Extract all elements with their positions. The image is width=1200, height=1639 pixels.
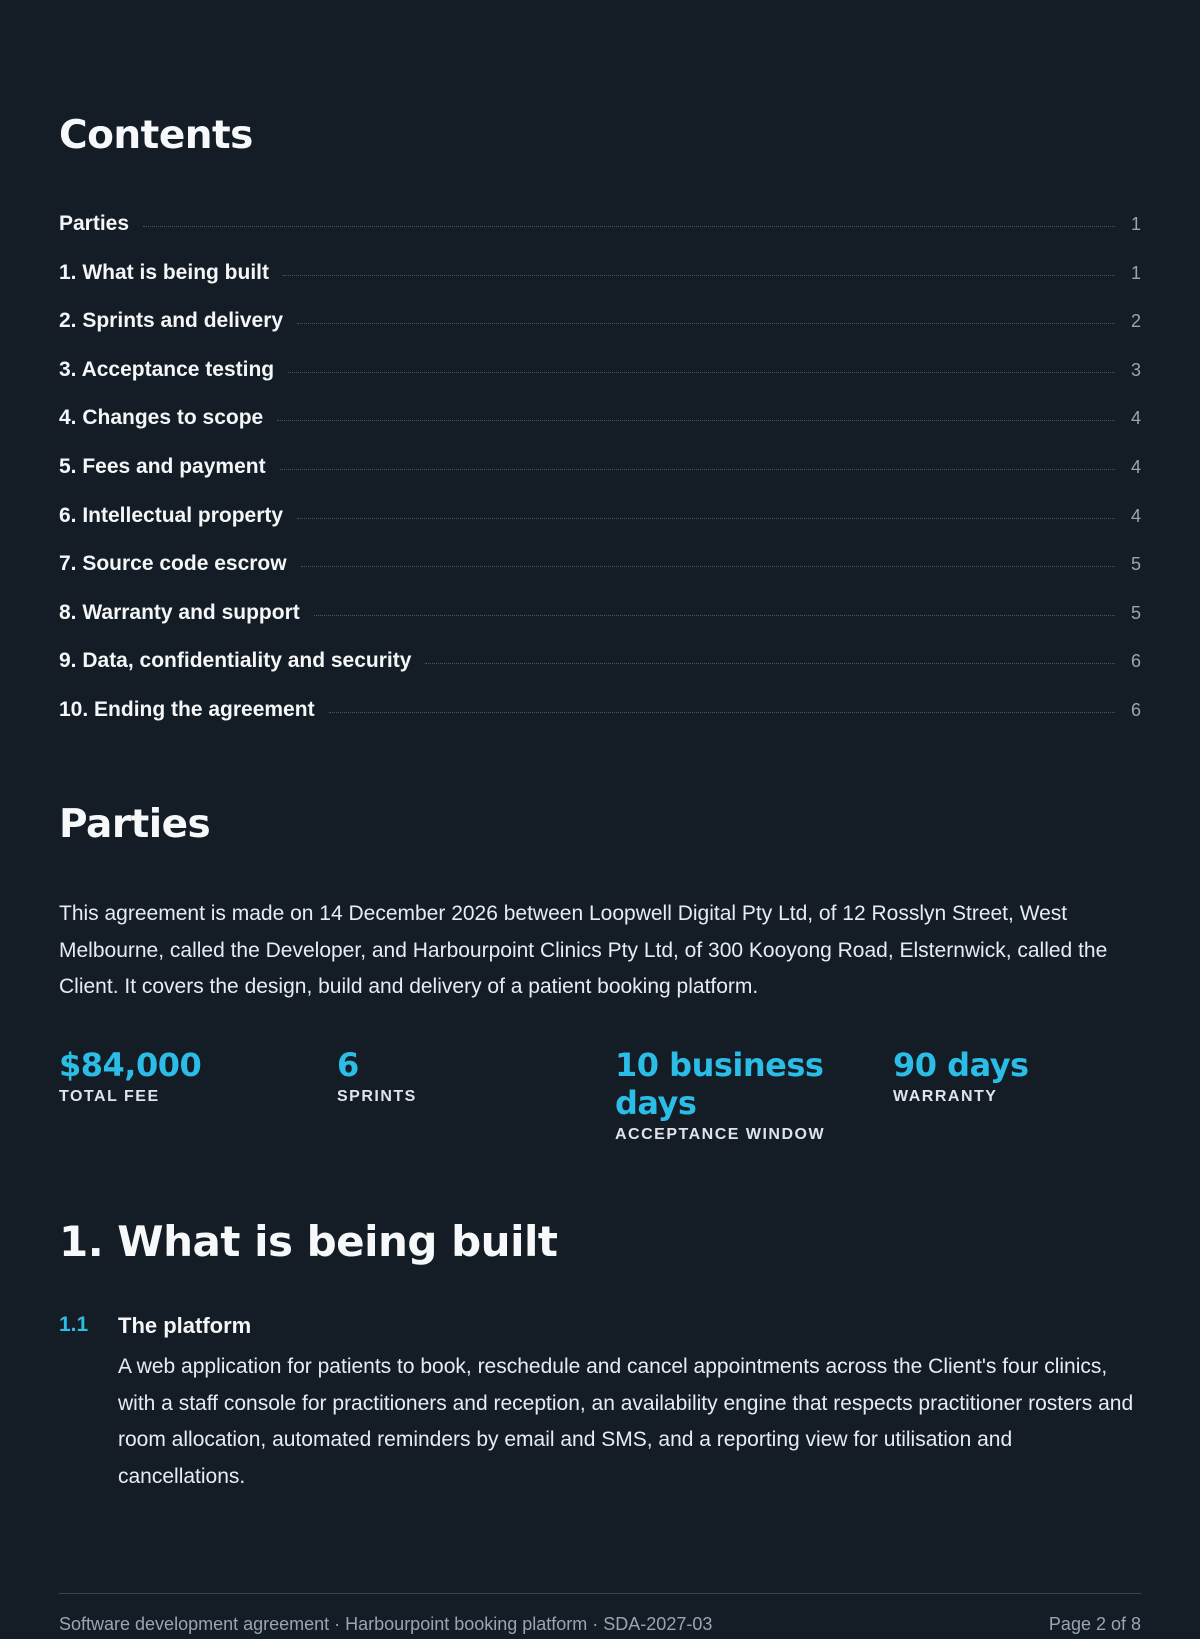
toc-leader-dots xyxy=(143,226,1115,227)
toc-item-page: 5 xyxy=(1130,602,1141,623)
toc-item[interactable] xyxy=(59,649,1141,698)
toc-leader-dots xyxy=(288,372,1115,373)
toc-item[interactable] xyxy=(59,309,1141,358)
toc-item-page: 5 xyxy=(1130,554,1141,575)
toc-item-page: 1 xyxy=(1130,214,1141,234)
document-page xyxy=(59,0,1141,1639)
stat-value: 6 xyxy=(337,1046,359,1084)
toc-item-label: 10. Ending the agreement xyxy=(59,697,315,721)
toc-item-label: Parties xyxy=(59,212,130,235)
toc-item-label: 7. Source code escrow xyxy=(59,552,287,576)
stat-acceptance-window xyxy=(615,1046,845,1144)
toc-item-label: 6. Intellectual property xyxy=(59,503,284,527)
toc-leader-dots xyxy=(280,469,1115,470)
toc-item[interactable] xyxy=(59,601,1141,650)
toc-item-label: 1. What is being built xyxy=(59,260,269,284)
table-of-contents xyxy=(59,212,1141,747)
stat-warranty xyxy=(893,1046,1113,1106)
clause-number: 1.1 xyxy=(59,1313,89,1336)
toc-item[interactable] xyxy=(59,358,1141,407)
toc-item[interactable] xyxy=(59,261,1141,310)
contents-heading: Contents xyxy=(59,113,253,158)
toc-item-label: 9. Data, confidentiality and security xyxy=(59,649,412,673)
toc-leader-dots xyxy=(283,275,1115,276)
stat-total-fee xyxy=(59,1046,279,1106)
toc-item-page: 4 xyxy=(1130,456,1141,477)
toc-item-page: 4 xyxy=(1130,505,1141,526)
parties-intro-paragraph: This agreement is made on 14 December 2026 between Loopwell Digital Pty Ltd, of 12 Rosslyn Street, West Melbourne, called the Developer, and Harbourpoint Clinics Pty Ltd, of 300 Kooyong Road, Elsternwick, called the Client. It covers the design, build and delivery of a patient booking platform. xyxy=(59,902,1108,998)
toc-leader-dots xyxy=(297,323,1115,324)
clause-heading: The platform xyxy=(118,1313,252,1338)
toc-leader-dots xyxy=(277,420,1115,421)
toc-leader-dots xyxy=(425,663,1115,664)
toc-item-label: 8. Warranty and support xyxy=(59,600,300,624)
section-1-heading: 1. What is being built xyxy=(59,1217,558,1266)
toc-item-page: 6 xyxy=(1130,699,1141,720)
toc-item-page: 1 xyxy=(1130,262,1141,283)
toc-item-label: 4. Changes to scope xyxy=(59,406,264,430)
stat-label: SPRINTS xyxy=(337,1088,417,1105)
toc-item[interactable] xyxy=(59,212,1141,261)
toc-item[interactable] xyxy=(59,504,1141,553)
toc-item-page: 6 xyxy=(1130,651,1141,672)
toc-item-label: 2. Sprints and delivery xyxy=(59,309,284,333)
toc-leader-dots xyxy=(314,615,1115,616)
toc-item[interactable] xyxy=(59,455,1141,504)
toc-item-page: 4 xyxy=(1130,408,1141,429)
stat-value: 10 business days xyxy=(615,1046,824,1122)
stat-value: 90 days xyxy=(893,1046,1029,1084)
toc-item-label: 5. Fees and payment xyxy=(59,454,266,478)
parties-heading: Parties xyxy=(59,802,211,847)
stat-label: WARRANTY xyxy=(893,1088,998,1105)
page-footer xyxy=(59,1593,1141,1635)
toc-leader-dots xyxy=(329,712,1115,713)
toc-item[interactable] xyxy=(59,698,1141,747)
stat-label: ACCEPTANCE WINDOW xyxy=(615,1126,826,1143)
toc-item[interactable] xyxy=(59,406,1141,455)
stat-label: TOTAL FEE xyxy=(59,1088,160,1105)
toc-item[interactable] xyxy=(59,552,1141,601)
clause-body: A web application for patients to book, reschedule and cancel appointments across the Client's four clinics, with a staff console for practitioners and reception, an availability engine that respects practitioner rosters and room allocation, automated reminders by email and SMS, and a reporting view for utilisation and cancellations. xyxy=(118,1355,1134,1488)
toc-item-page: 2 xyxy=(1130,311,1141,332)
footer-document-reference: Software development agreement · Harbourpoint booking platform · SDA-2027-03 xyxy=(59,1614,713,1634)
footer-page-number: Page 2 of 8 xyxy=(1048,1614,1141,1634)
toc-item-label: 3. Acceptance testing xyxy=(59,357,275,381)
key-terms-stats xyxy=(59,1046,1141,1166)
toc-leader-dots xyxy=(297,518,1115,519)
stat-sprints xyxy=(337,1046,557,1106)
toc-leader-dots xyxy=(301,566,1115,567)
stat-value: $84,000 xyxy=(59,1046,202,1084)
toc-item-page: 3 xyxy=(1130,359,1141,380)
